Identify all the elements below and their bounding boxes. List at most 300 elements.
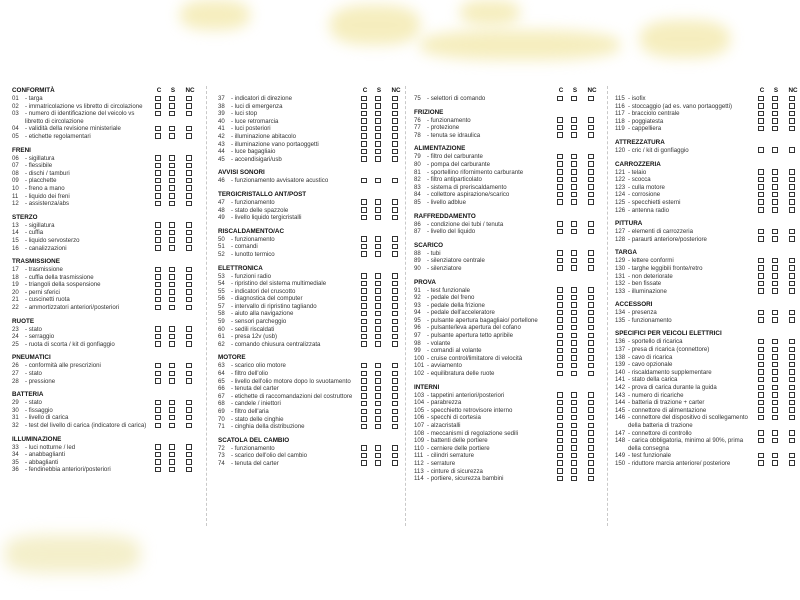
checkbox-c[interactable] [758, 192, 764, 198]
checkbox-s[interactable] [169, 230, 175, 236]
checkbox-c[interactable] [361, 133, 367, 139]
checkbox-c[interactable] [361, 178, 367, 184]
checkbox-s[interactable] [571, 177, 577, 183]
checkbox-s[interactable] [375, 326, 381, 332]
checkbox-s[interactable] [571, 476, 577, 482]
checkbox-nc[interactable] [789, 147, 795, 153]
checkbox-c[interactable] [155, 267, 161, 273]
checkbox-c[interactable] [361, 386, 367, 392]
checkbox-s[interactable] [375, 460, 381, 466]
checkbox-c[interactable] [758, 407, 764, 413]
checkbox-s[interactable] [571, 363, 577, 369]
checkbox-s[interactable] [772, 147, 778, 153]
checkbox-nc[interactable] [789, 354, 795, 360]
checkbox-c[interactable] [557, 430, 563, 436]
checkbox-nc[interactable] [789, 111, 795, 117]
checkbox-nc[interactable] [588, 348, 594, 354]
checkbox-c[interactable] [758, 177, 764, 183]
checkbox-c[interactable] [155, 133, 161, 139]
checkbox-nc[interactable] [789, 126, 795, 132]
checkbox-s[interactable] [169, 237, 175, 243]
checkbox-nc[interactable] [588, 132, 594, 138]
checkbox-s[interactable] [772, 377, 778, 383]
checkbox-c[interactable] [557, 154, 563, 160]
checkbox-s[interactable] [772, 438, 778, 444]
checkbox-s[interactable] [375, 111, 381, 117]
checkbox-s[interactable] [375, 393, 381, 399]
checkbox-nc[interactable] [789, 369, 795, 375]
checkbox-s[interactable] [375, 133, 381, 139]
checkbox-s[interactable] [772, 288, 778, 294]
checkbox-c[interactable] [557, 423, 563, 429]
checkbox-nc[interactable] [186, 178, 192, 184]
checkbox-s[interactable] [772, 430, 778, 436]
checkbox-c[interactable] [361, 199, 367, 205]
checkbox-s[interactable] [772, 126, 778, 132]
checkbox-nc[interactable] [186, 201, 192, 207]
checkbox-s[interactable] [375, 363, 381, 369]
checkbox-s[interactable] [571, 221, 577, 227]
checkbox-nc[interactable] [186, 415, 192, 421]
checkbox-s[interactable] [375, 96, 381, 102]
checkbox-nc[interactable] [392, 319, 398, 325]
checkbox-c[interactable] [155, 193, 161, 199]
checkbox-c[interactable] [557, 199, 563, 205]
checkbox-nc[interactable] [789, 453, 795, 459]
checkbox-c[interactable] [361, 141, 367, 147]
checkbox-c[interactable] [758, 385, 764, 391]
checkbox-s[interactable] [772, 339, 778, 345]
checkbox-nc[interactable] [789, 236, 795, 242]
checkbox-c[interactable] [361, 236, 367, 242]
checkbox-s[interactable] [169, 267, 175, 273]
checkbox-s[interactable] [375, 118, 381, 124]
checkbox-nc[interactable] [186, 163, 192, 169]
checkbox-c[interactable] [758, 207, 764, 213]
checkbox-c[interactable] [361, 460, 367, 466]
checkbox-s[interactable] [571, 317, 577, 323]
checkbox-c[interactable] [361, 416, 367, 422]
checkbox-c[interactable] [557, 476, 563, 482]
checkbox-nc[interactable] [789, 438, 795, 444]
checkbox-s[interactable] [772, 317, 778, 323]
checkbox-nc[interactable] [588, 333, 594, 339]
checkbox-nc[interactable] [392, 199, 398, 205]
checkbox-c[interactable] [557, 460, 563, 466]
checkbox-nc[interactable] [789, 118, 795, 124]
checkbox-s[interactable] [375, 445, 381, 451]
checkbox-c[interactable] [361, 326, 367, 332]
checkbox-nc[interactable] [186, 371, 192, 377]
checkbox-c[interactable] [155, 111, 161, 117]
checkbox-s[interactable] [772, 281, 778, 287]
checkbox-s[interactable] [169, 415, 175, 421]
checkbox-s[interactable] [571, 154, 577, 160]
checkbox-c[interactable] [758, 369, 764, 375]
checkbox-s[interactable] [169, 423, 175, 429]
checkbox-s[interactable] [169, 444, 175, 450]
checkbox-nc[interactable] [789, 265, 795, 271]
checkbox-s[interactable] [375, 236, 381, 242]
checkbox-s[interactable] [169, 201, 175, 207]
checkbox-nc[interactable] [186, 305, 192, 311]
checkbox-s[interactable] [772, 407, 778, 413]
checkbox-nc[interactable] [588, 415, 594, 421]
checkbox-c[interactable] [557, 445, 563, 451]
checkbox-nc[interactable] [392, 460, 398, 466]
checkbox-c[interactable] [155, 334, 161, 340]
checkbox-nc[interactable] [186, 267, 192, 273]
checkbox-nc[interactable] [789, 169, 795, 175]
checkbox-c[interactable] [557, 453, 563, 459]
checkbox-c[interactable] [361, 311, 367, 317]
checkbox-c[interactable] [758, 354, 764, 360]
checkbox-c[interactable] [361, 363, 367, 369]
checkbox-nc[interactable] [789, 317, 795, 323]
checkbox-c[interactable] [758, 430, 764, 436]
checkbox-nc[interactable] [789, 407, 795, 413]
checkbox-c[interactable] [758, 415, 764, 421]
checkbox-c[interactable] [557, 117, 563, 123]
checkbox-nc[interactable] [588, 430, 594, 436]
checkbox-nc[interactable] [588, 96, 594, 102]
checkbox-c[interactable] [155, 126, 161, 132]
checkbox-s[interactable] [375, 251, 381, 257]
checkbox-nc[interactable] [588, 161, 594, 167]
checkbox-s[interactable] [375, 453, 381, 459]
checkbox-s[interactable] [375, 371, 381, 377]
checkbox-s[interactable] [169, 163, 175, 169]
checkbox-c[interactable] [155, 423, 161, 429]
checkbox-nc[interactable] [392, 126, 398, 132]
checkbox-c[interactable] [361, 273, 367, 279]
checkbox-s[interactable] [571, 161, 577, 167]
checkbox-s[interactable] [772, 229, 778, 235]
checkbox-s[interactable] [169, 459, 175, 465]
checkbox-nc[interactable] [789, 207, 795, 213]
checkbox-nc[interactable] [186, 363, 192, 369]
checkbox-nc[interactable] [392, 386, 398, 392]
checkbox-nc[interactable] [186, 96, 192, 102]
checkbox-c[interactable] [557, 317, 563, 323]
checkbox-nc[interactable] [392, 401, 398, 407]
checkbox-s[interactable] [169, 185, 175, 191]
checkbox-s[interactable] [375, 296, 381, 302]
checkbox-s[interactable] [571, 125, 577, 131]
checkbox-nc[interactable] [392, 281, 398, 287]
checkbox-c[interactable] [155, 444, 161, 450]
checkbox-c[interactable] [361, 215, 367, 221]
checkbox-c[interactable] [557, 192, 563, 198]
checkbox-c[interactable] [557, 258, 563, 264]
checkbox-c[interactable] [155, 170, 161, 176]
checkbox-s[interactable] [169, 274, 175, 280]
checkbox-c[interactable] [155, 400, 161, 406]
checkbox-nc[interactable] [186, 334, 192, 340]
checkbox-c[interactable] [557, 161, 563, 167]
checkbox-nc[interactable] [186, 452, 192, 458]
checkbox-nc[interactable] [186, 378, 192, 384]
checkbox-c[interactable] [758, 339, 764, 345]
checkbox-s[interactable] [772, 354, 778, 360]
checkbox-s[interactable] [375, 199, 381, 205]
checkbox-c[interactable] [361, 111, 367, 117]
checkbox-nc[interactable] [588, 355, 594, 361]
checkbox-nc[interactable] [789, 103, 795, 109]
checkbox-nc[interactable] [789, 273, 795, 279]
checkbox-c[interactable] [361, 445, 367, 451]
checkbox-nc[interactable] [588, 453, 594, 459]
checkbox-s[interactable] [772, 415, 778, 421]
checkbox-s[interactable] [169, 378, 175, 384]
checkbox-s[interactable] [772, 103, 778, 109]
checkbox-c[interactable] [155, 326, 161, 332]
checkbox-s[interactable] [571, 117, 577, 123]
checkbox-nc[interactable] [392, 96, 398, 102]
checkbox-c[interactable] [155, 185, 161, 191]
checkbox-nc[interactable] [186, 155, 192, 161]
checkbox-c[interactable] [361, 409, 367, 415]
checkbox-c[interactable] [758, 147, 764, 153]
checkbox-nc[interactable] [392, 363, 398, 369]
checkbox-nc[interactable] [392, 207, 398, 213]
checkbox-nc[interactable] [392, 416, 398, 422]
checkbox-nc[interactable] [392, 244, 398, 250]
checkbox-s[interactable] [772, 369, 778, 375]
checkbox-c[interactable] [557, 132, 563, 138]
checkbox-nc[interactable] [789, 400, 795, 406]
checkbox-s[interactable] [169, 289, 175, 295]
checkbox-nc[interactable] [186, 467, 192, 473]
checkbox-c[interactable] [155, 341, 161, 347]
checkbox-c[interactable] [361, 424, 367, 430]
checkbox-c[interactable] [758, 362, 764, 368]
checkbox-s[interactable] [169, 305, 175, 311]
checkbox-c[interactable] [361, 118, 367, 124]
checkbox-nc[interactable] [588, 317, 594, 323]
checkbox-nc[interactable] [588, 250, 594, 256]
checkbox-c[interactable] [758, 273, 764, 279]
checkbox-nc[interactable] [588, 400, 594, 406]
checkbox-s[interactable] [169, 96, 175, 102]
checkbox-nc[interactable] [588, 221, 594, 227]
checkbox-s[interactable] [375, 244, 381, 250]
checkbox-c[interactable] [361, 371, 367, 377]
checkbox-nc[interactable] [186, 289, 192, 295]
checkbox-nc[interactable] [588, 445, 594, 451]
checkbox-s[interactable] [375, 378, 381, 384]
checkbox-nc[interactable] [186, 407, 192, 413]
checkbox-nc[interactable] [588, 125, 594, 131]
checkbox-nc[interactable] [588, 169, 594, 175]
checkbox-nc[interactable] [789, 347, 795, 353]
checkbox-s[interactable] [375, 149, 381, 155]
checkbox-nc[interactable] [392, 111, 398, 117]
checkbox-s[interactable] [571, 96, 577, 102]
checkbox-s[interactable] [772, 347, 778, 353]
checkbox-s[interactable] [772, 385, 778, 391]
checkbox-nc[interactable] [588, 184, 594, 190]
checkbox-c[interactable] [557, 177, 563, 183]
checkbox-s[interactable] [571, 348, 577, 354]
checkbox-s[interactable] [772, 169, 778, 175]
checkbox-nc[interactable] [789, 392, 795, 398]
checkbox-c[interactable] [557, 221, 563, 227]
checkbox-nc[interactable] [392, 326, 398, 332]
checkbox-s[interactable] [571, 355, 577, 361]
checkbox-c[interactable] [758, 460, 764, 466]
checkbox-nc[interactable] [392, 251, 398, 257]
checkbox-c[interactable] [361, 393, 367, 399]
checkbox-nc[interactable] [186, 133, 192, 139]
checkbox-nc[interactable] [392, 409, 398, 415]
checkbox-nc[interactable] [186, 230, 192, 236]
checkbox-s[interactable] [571, 438, 577, 444]
checkbox-s[interactable] [169, 133, 175, 139]
checkbox-s[interactable] [772, 258, 778, 264]
checkbox-nc[interactable] [392, 296, 398, 302]
checkbox-c[interactable] [758, 347, 764, 353]
checkbox-c[interactable] [361, 126, 367, 132]
checkbox-nc[interactable] [588, 287, 594, 293]
checkbox-nc[interactable] [588, 177, 594, 183]
checkbox-s[interactable] [571, 132, 577, 138]
checkbox-s[interactable] [571, 371, 577, 377]
checkbox-s[interactable] [571, 415, 577, 421]
checkbox-c[interactable] [361, 296, 367, 302]
checkbox-s[interactable] [571, 295, 577, 301]
checkbox-nc[interactable] [186, 103, 192, 109]
checkbox-s[interactable] [169, 155, 175, 161]
checkbox-s[interactable] [169, 341, 175, 347]
checkbox-nc[interactable] [392, 236, 398, 242]
checkbox-c[interactable] [361, 288, 367, 294]
checkbox-nc[interactable] [186, 423, 192, 429]
checkbox-c[interactable] [758, 236, 764, 242]
checkbox-s[interactable] [375, 273, 381, 279]
checkbox-nc[interactable] [789, 288, 795, 294]
checkbox-s[interactable] [772, 96, 778, 102]
checkbox-s[interactable] [169, 178, 175, 184]
checkbox-nc[interactable] [392, 133, 398, 139]
checkbox-c[interactable] [361, 334, 367, 340]
checkbox-s[interactable] [169, 111, 175, 117]
checkbox-nc[interactable] [789, 339, 795, 345]
checkbox-s[interactable] [571, 250, 577, 256]
checkbox-s[interactable] [571, 287, 577, 293]
checkbox-nc[interactable] [588, 265, 594, 271]
checkbox-c[interactable] [557, 355, 563, 361]
checkbox-c[interactable] [557, 415, 563, 421]
checkbox-c[interactable] [361, 401, 367, 407]
checkbox-s[interactable] [169, 297, 175, 303]
checkbox-nc[interactable] [789, 229, 795, 235]
checkbox-c[interactable] [361, 341, 367, 347]
checkbox-s[interactable] [571, 333, 577, 339]
checkbox-nc[interactable] [392, 178, 398, 184]
checkbox-s[interactable] [169, 467, 175, 473]
checkbox-c[interactable] [361, 453, 367, 459]
checkbox-nc[interactable] [186, 185, 192, 191]
checkbox-c[interactable] [557, 392, 563, 398]
checkbox-s[interactable] [772, 236, 778, 242]
checkbox-s[interactable] [772, 265, 778, 271]
checkbox-s[interactable] [571, 265, 577, 271]
checkbox-nc[interactable] [392, 445, 398, 451]
checkbox-nc[interactable] [588, 392, 594, 398]
checkbox-c[interactable] [361, 319, 367, 325]
checkbox-s[interactable] [169, 452, 175, 458]
checkbox-s[interactable] [571, 169, 577, 175]
checkbox-nc[interactable] [186, 245, 192, 251]
checkbox-c[interactable] [758, 199, 764, 205]
checkbox-s[interactable] [571, 430, 577, 436]
checkbox-c[interactable] [155, 237, 161, 243]
checkbox-c[interactable] [361, 244, 367, 250]
checkbox-nc[interactable] [588, 363, 594, 369]
checkbox-nc[interactable] [789, 362, 795, 368]
checkbox-c[interactable] [155, 371, 161, 377]
checkbox-c[interactable] [155, 467, 161, 473]
checkbox-c[interactable] [361, 378, 367, 384]
checkbox-c[interactable] [155, 201, 161, 207]
checkbox-s[interactable] [169, 193, 175, 199]
checkbox-c[interactable] [361, 103, 367, 109]
checkbox-nc[interactable] [789, 281, 795, 287]
checkbox-nc[interactable] [588, 302, 594, 308]
checkbox-nc[interactable] [186, 341, 192, 347]
checkbox-s[interactable] [375, 319, 381, 325]
checkbox-nc[interactable] [392, 303, 398, 309]
checkbox-nc[interactable] [186, 222, 192, 228]
checkbox-c[interactable] [155, 103, 161, 109]
checkbox-s[interactable] [375, 416, 381, 422]
checkbox-nc[interactable] [392, 453, 398, 459]
checkbox-c[interactable] [758, 281, 764, 287]
checkbox-c[interactable] [155, 305, 161, 311]
checkbox-nc[interactable] [588, 340, 594, 346]
checkbox-s[interactable] [772, 192, 778, 198]
checkbox-nc[interactable] [392, 118, 398, 124]
checkbox-s[interactable] [169, 170, 175, 176]
checkbox-s[interactable] [571, 192, 577, 198]
checkbox-s[interactable] [375, 207, 381, 213]
checkbox-s[interactable] [169, 407, 175, 413]
checkbox-s[interactable] [772, 400, 778, 406]
checkbox-nc[interactable] [588, 438, 594, 444]
checkbox-nc[interactable] [392, 393, 398, 399]
checkbox-c[interactable] [155, 155, 161, 161]
checkbox-nc[interactable] [588, 192, 594, 198]
checkbox-s[interactable] [375, 215, 381, 221]
checkbox-nc[interactable] [392, 273, 398, 279]
checkbox-c[interactable] [361, 207, 367, 213]
checkbox-s[interactable] [571, 460, 577, 466]
checkbox-c[interactable] [758, 265, 764, 271]
checkbox-nc[interactable] [186, 237, 192, 243]
checkbox-c[interactable] [557, 125, 563, 131]
checkbox-s[interactable] [375, 386, 381, 392]
checkbox-s[interactable] [375, 288, 381, 294]
checkbox-c[interactable] [758, 377, 764, 383]
checkbox-s[interactable] [169, 282, 175, 288]
checkbox-c[interactable] [155, 222, 161, 228]
checkbox-c[interactable] [557, 265, 563, 271]
checkbox-nc[interactable] [588, 476, 594, 482]
checkbox-c[interactable] [557, 438, 563, 444]
checkbox-nc[interactable] [392, 334, 398, 340]
checkbox-s[interactable] [772, 207, 778, 213]
